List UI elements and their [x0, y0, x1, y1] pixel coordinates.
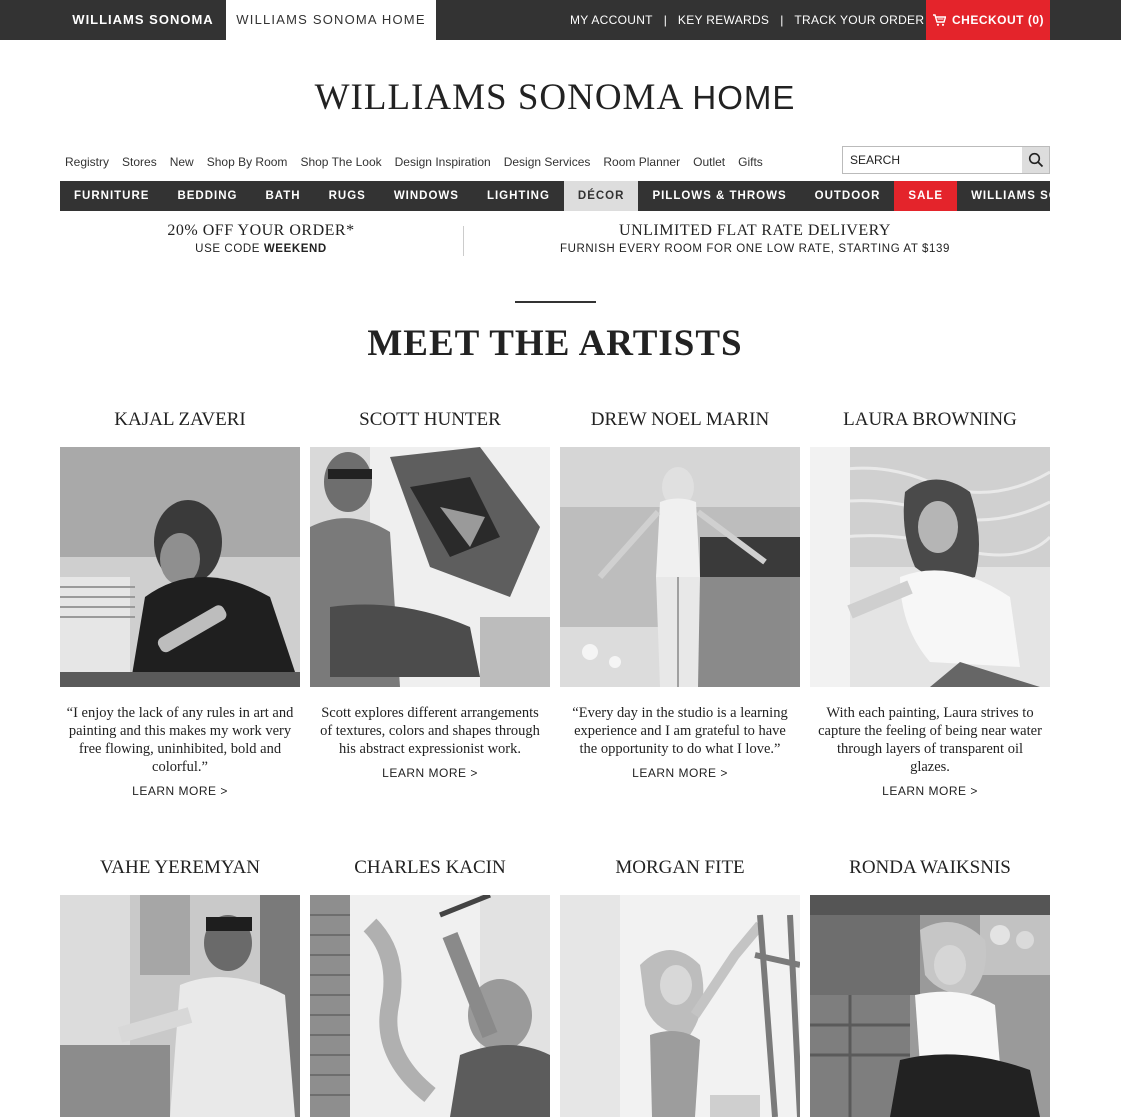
- promo-code: WEEKEND: [263, 243, 327, 255]
- artist-name[interactable]: KAJAL ZAVERI: [114, 409, 246, 430]
- artist-name[interactable]: SCOTT HUNTER: [359, 409, 501, 430]
- promo-delivery[interactable]: [500, 222, 1010, 255]
- logo-suffix: HOME: [692, 79, 796, 116]
- artist-photo[interactable]: [560, 895, 800, 1117]
- artist-photo[interactable]: [60, 895, 300, 1117]
- category-bath[interactable]: BATH: [265, 190, 301, 202]
- artist-description: Scott explores different arrangements of textures, colors and shapes through his abstract expressionist work.: [320, 705, 540, 757]
- category-nav: [60, 181, 1098, 211]
- category-decor[interactable]: DÉCOR: [564, 181, 639, 211]
- artist-name[interactable]: CHARLES KACIN: [354, 857, 506, 878]
- search-input[interactable]: [843, 147, 1022, 173]
- separator: |: [780, 13, 784, 27]
- promo-delivery-sub: FURNISH EVERY ROOM FOR ONE LOW RATE, STARTING AT $139: [559, 243, 951, 255]
- nav-new[interactable]: New: [169, 155, 194, 169]
- promo-discount[interactable]: [120, 222, 402, 255]
- artist-card: [60, 855, 300, 1117]
- promo-code-prefix: USE CODE: [195, 243, 264, 255]
- nav-gifts[interactable]: Gifts: [738, 155, 763, 169]
- artist-photo[interactable]: [810, 895, 1050, 1117]
- category-williams-sonoma[interactable]: WILLIAMS SONOMA: [971, 190, 1098, 202]
- magnifier-icon: [1028, 152, 1044, 168]
- heading-rule: [515, 301, 596, 303]
- secondary-nav: [65, 155, 763, 169]
- logo-main: WILLIAMS SONOMA: [314, 77, 683, 118]
- artist-photo[interactable]: [310, 895, 550, 1117]
- key-rewards-link[interactable]: KEY REWARDS: [677, 13, 770, 27]
- nav-room-planner[interactable]: Room Planner: [603, 155, 681, 169]
- category-sale[interactable]: SALE: [894, 181, 957, 211]
- artist-card: [310, 855, 550, 1117]
- track-order-link[interactable]: TRACK YOUR ORDER: [794, 13, 925, 27]
- category-furniture[interactable]: FURNITURE: [74, 190, 150, 202]
- learn-more-link[interactable]: LEARN MORE >: [632, 766, 728, 780]
- separator: |: [663, 13, 667, 27]
- artist-card: [60, 407, 300, 800]
- brand-tab-williams-sonoma[interactable]: WILLIAMS SONOMA: [72, 12, 214, 27]
- promo-delivery-headline: UNLIMITED FLAT RATE DELIVERY: [619, 222, 891, 239]
- artist-name[interactable]: RONDA WAIKSNIS: [849, 857, 1011, 878]
- page-title: MEET THE ARTISTS: [367, 323, 743, 364]
- artist-photo[interactable]: [310, 447, 550, 687]
- artist-photo[interactable]: [60, 447, 300, 687]
- artist-card: [560, 855, 800, 1117]
- nav-outlet[interactable]: Outlet: [693, 155, 726, 169]
- artist-name[interactable]: VAHE YEREMYAN: [100, 857, 260, 878]
- nav-shop-the-look[interactable]: Shop The Look: [300, 155, 382, 169]
- learn-more-link[interactable]: LEARN MORE >: [132, 784, 228, 798]
- site-logo[interactable]: [0, 76, 1110, 119]
- artist-card: [810, 407, 1050, 800]
- artist-card: [810, 855, 1050, 1117]
- cart-icon: [932, 13, 946, 27]
- search-box: [842, 146, 1050, 174]
- promo-discount-headline: 20% OFF YOUR ORDER*: [167, 222, 355, 239]
- category-windows[interactable]: WINDOWS: [393, 190, 459, 202]
- artist-description: “Every day in the studio is a learning experience and I am grateful to have the opportunity to do what I love.”: [572, 705, 788, 757]
- category-lighting[interactable]: LIGHTING: [486, 190, 550, 202]
- my-account-link[interactable]: MY ACCOUNT: [570, 13, 653, 27]
- search-button[interactable]: [1022, 147, 1049, 173]
- learn-more-link[interactable]: LEARN MORE >: [882, 784, 978, 798]
- checkout-button[interactable]: [926, 0, 1050, 40]
- artist-card: [560, 407, 800, 782]
- learn-more-link[interactable]: LEARN MORE >: [382, 766, 478, 780]
- category-rugs[interactable]: RUGS: [328, 190, 366, 202]
- artist-name[interactable]: DREW NOEL MARIN: [590, 409, 770, 430]
- promo-discount-sub: [120, 243, 402, 255]
- artist-name[interactable]: LAURA BROWNING: [843, 409, 1017, 430]
- utility-links: [570, 0, 924, 40]
- nav-design-inspiration[interactable]: Design Inspiration: [394, 155, 491, 169]
- nav-stores[interactable]: Stores: [122, 155, 157, 169]
- category-pillows-throws[interactable]: PILLOWS & THROWS: [652, 190, 787, 202]
- brand-tab-williams-sonoma-home[interactable]: WILLIAMS SONOMA HOME: [226, 0, 436, 40]
- nav-design-services[interactable]: Design Services: [503, 155, 591, 169]
- artist-description: With each painting, Laura strives to capture the feeling of being near water through layers of transparent oil glazes.: [818, 705, 1042, 775]
- nav-shop-by-room[interactable]: Shop By Room: [206, 155, 288, 169]
- artist-name[interactable]: MORGAN FITE: [615, 857, 745, 878]
- category-bedding[interactable]: BEDDING: [177, 190, 238, 202]
- artist-photo[interactable]: [560, 447, 800, 687]
- top-utility-bar: [0, 0, 1121, 40]
- artist-photo[interactable]: [810, 447, 1050, 687]
- checkout-label: CHECKOUT (0): [952, 13, 1044, 27]
- artist-description: “I enjoy the lack of any rules in art and painting and this makes my work very free flowing, uninhibited, bold and colorful.”: [66, 705, 294, 775]
- artist-card: [310, 407, 550, 782]
- promo-divider: [463, 226, 464, 256]
- nav-registry[interactable]: Registry: [65, 155, 110, 169]
- category-outdoor[interactable]: OUTDOOR: [814, 190, 881, 202]
